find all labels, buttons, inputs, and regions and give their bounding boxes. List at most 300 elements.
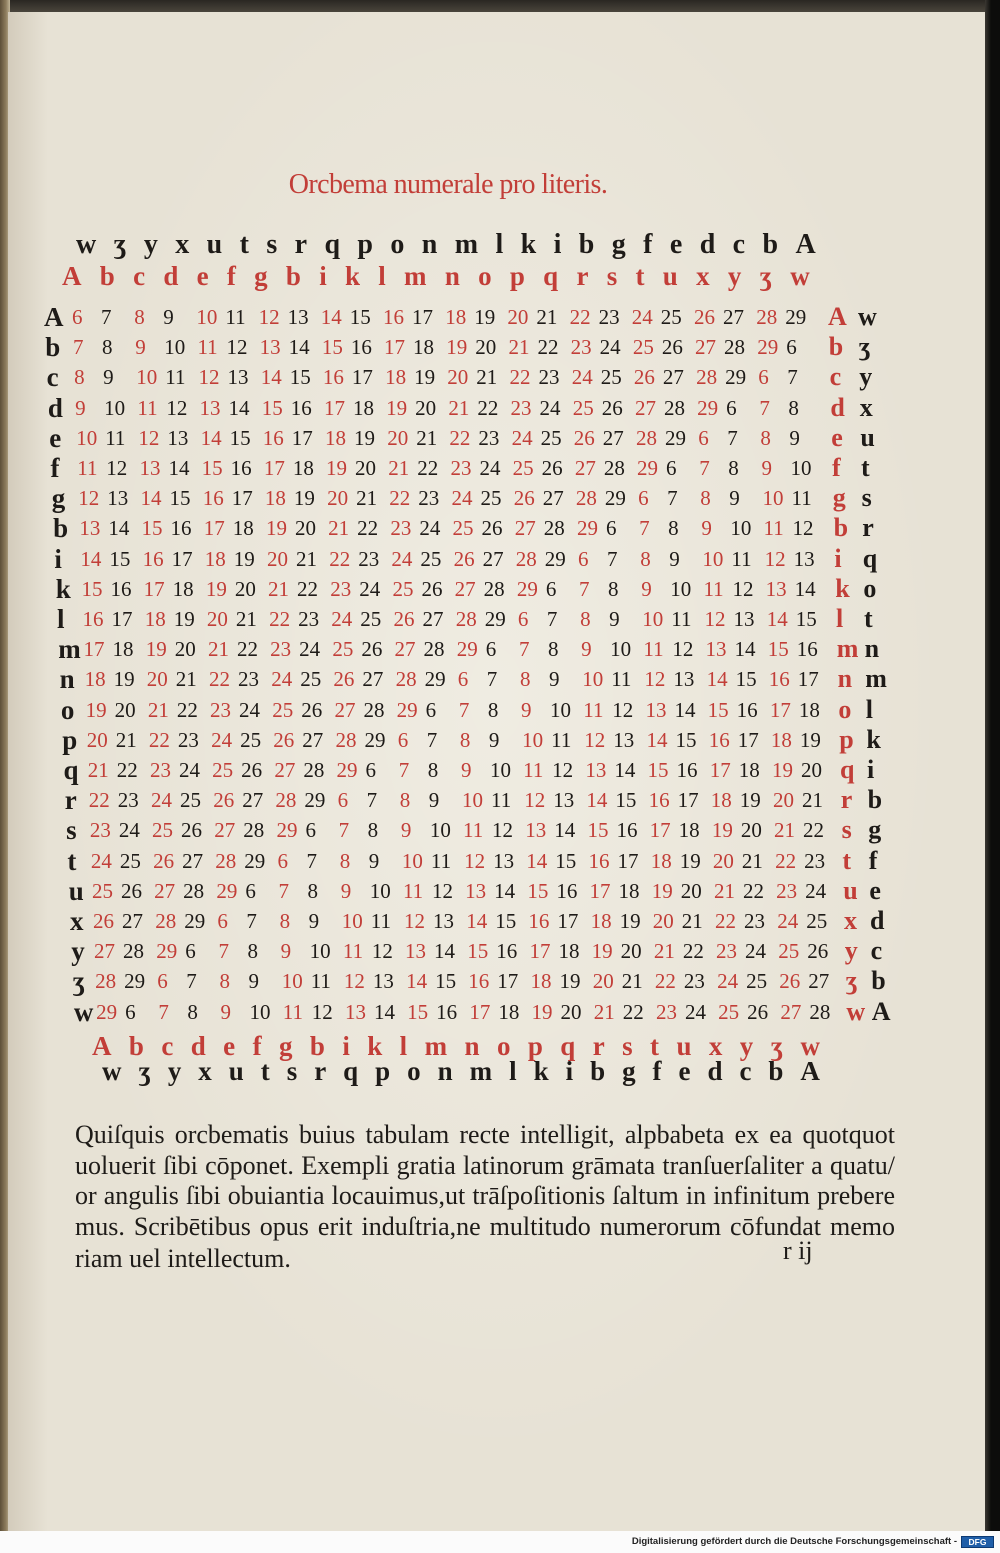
- table-number: 11: [763, 516, 784, 541]
- table-row: [0, 846, 985, 876]
- table-number: 17: [143, 576, 165, 601]
- table-number: 23: [776, 878, 798, 903]
- table-number: 25: [660, 305, 682, 329]
- table-number: 19: [326, 456, 348, 480]
- table-number: 21: [296, 546, 317, 571]
- table-number: 27: [634, 395, 656, 420]
- row-right-red-letter: t: [842, 845, 852, 875]
- table-number: 15: [707, 697, 729, 722]
- row-right-black-letter: x: [859, 392, 873, 422]
- table-number: 21: [476, 365, 498, 390]
- table-number: 13: [673, 667, 695, 692]
- table-number: 9: [669, 546, 680, 571]
- row-right-red-letter: q: [840, 755, 855, 784]
- table-number: 16: [262, 425, 284, 450]
- footer-letter: d: [190, 1031, 206, 1061]
- table-number: 22: [329, 546, 351, 571]
- table-number: 26: [694, 305, 715, 329]
- table-number: 17: [384, 335, 406, 360]
- table-number: 8: [728, 456, 739, 480]
- footer-letter: e: [223, 1031, 236, 1061]
- table-number: 20: [146, 667, 168, 692]
- table-number: 26: [361, 637, 383, 662]
- footer-letter: d: [707, 1056, 723, 1086]
- table-number: 22: [477, 395, 499, 420]
- table-number: 10: [670, 576, 692, 601]
- table-number: 22: [449, 425, 471, 450]
- table-number: 27: [214, 818, 236, 843]
- table-number: 22: [622, 999, 644, 1024]
- table-number: 27: [334, 697, 356, 722]
- table-number: 12: [792, 516, 814, 541]
- row-label-letter: A: [44, 302, 64, 332]
- table-number: 26: [181, 818, 203, 843]
- table-row: [0, 936, 985, 966]
- table-number: 19: [559, 969, 581, 994]
- table-number: 20: [86, 727, 108, 752]
- table-number: 11: [137, 395, 158, 420]
- table-number: 24: [777, 909, 799, 933]
- table-number: 9: [549, 667, 560, 692]
- table-number: 11: [430, 848, 452, 873]
- table-number: 24: [539, 395, 561, 420]
- table-number: 13: [167, 425, 189, 450]
- table-row: [0, 302, 985, 332]
- table-number: 28: [724, 335, 746, 360]
- row-label-letter: l: [57, 604, 65, 634]
- table-number: 28: [243, 818, 265, 843]
- table-number: 16: [528, 909, 550, 933]
- table-number: 7: [518, 637, 530, 662]
- table-number: 15: [527, 878, 549, 903]
- table-number: 17: [497, 969, 519, 994]
- header-row-reversed-alphabet: [76, 228, 816, 262]
- table-row: [0, 785, 985, 815]
- table-number: 6: [305, 818, 316, 843]
- row-right-red-letter: i: [834, 543, 842, 573]
- row-label-letter: w: [73, 996, 94, 1027]
- table-number: 24: [359, 576, 381, 601]
- table-number: 20: [652, 909, 674, 933]
- table-number: 19: [711, 818, 733, 843]
- table-number: 21: [593, 999, 615, 1024]
- table-number: 26: [333, 667, 355, 692]
- table-number: 18: [530, 969, 552, 994]
- row-right-black-letter: r: [862, 513, 874, 543]
- table-row: [0, 574, 985, 604]
- table-number: 26: [661, 335, 683, 360]
- table-number: 21: [802, 788, 823, 813]
- table-number: 27: [602, 425, 624, 450]
- table-number: 24: [419, 516, 441, 541]
- table-number: 19: [619, 909, 641, 933]
- table-number: 18: [798, 697, 820, 722]
- table-number: 27: [182, 848, 204, 873]
- table-number: 12: [704, 607, 726, 631]
- table-number: 29: [604, 486, 626, 511]
- table-number: 7: [218, 939, 229, 964]
- footer-letter: m: [424, 1031, 448, 1061]
- table-number: 21: [388, 456, 410, 480]
- header-letter: q: [543, 261, 559, 291]
- table-number: 20: [294, 516, 316, 541]
- table-number: 10: [610, 637, 632, 662]
- footer-letter: y: [739, 1031, 754, 1061]
- table-number: 17: [769, 697, 791, 722]
- row-right-black-letter: ʒ: [858, 332, 871, 362]
- table-number: 9: [460, 758, 472, 782]
- footer-letter: u: [676, 1031, 692, 1061]
- footer-letter: m: [469, 1056, 493, 1086]
- table-number: 15: [229, 425, 251, 450]
- table-row: [0, 997, 985, 1027]
- table-number: 14: [586, 788, 608, 813]
- table-number: 6: [517, 607, 529, 631]
- table-number: 29: [276, 818, 298, 843]
- table-number: 23: [298, 607, 320, 631]
- row-right-red-letter: u: [843, 875, 858, 905]
- table-number: 10: [164, 335, 186, 360]
- table-number: 12: [584, 727, 606, 752]
- footer-letter: n: [464, 1031, 480, 1061]
- table-number: 17: [412, 305, 433, 329]
- table-number: 7: [607, 546, 618, 571]
- footer-letter: w: [800, 1031, 820, 1061]
- table-number: 8: [788, 395, 799, 420]
- table-number: 27: [154, 878, 176, 903]
- footer-letter: s: [622, 1031, 633, 1061]
- table-number: 17: [171, 546, 193, 571]
- table-number: 14: [614, 758, 636, 782]
- footer-letter: g: [622, 1056, 636, 1086]
- table-number: 22: [569, 305, 591, 329]
- table-row: [0, 393, 985, 423]
- row-label-letter: d: [47, 392, 63, 423]
- table-number: 23: [390, 516, 412, 541]
- row-label-letter: k: [55, 573, 71, 604]
- table-number: 22: [537, 335, 559, 360]
- table-number: 29: [757, 335, 779, 360]
- row-right-red-letter: c: [829, 362, 842, 392]
- table-number: 23: [655, 999, 677, 1024]
- table-number: 24: [178, 758, 200, 782]
- table-number: 11: [370, 909, 392, 933]
- table-number: 7: [158, 999, 169, 1024]
- table-number: 18: [738, 758, 760, 782]
- table-number: 20: [620, 939, 642, 964]
- table-number: 14: [260, 365, 282, 390]
- table-number: 8: [74, 365, 85, 390]
- table-number: 15: [435, 969, 457, 994]
- table-number: 14: [434, 939, 456, 964]
- table-number: 27: [574, 456, 596, 480]
- table-number: 21: [87, 758, 109, 782]
- table-number: 23: [270, 637, 292, 662]
- table-number: 24: [599, 335, 621, 360]
- table-number: 7: [546, 607, 558, 631]
- table-number: 27: [362, 667, 384, 692]
- table-number: 13: [259, 335, 281, 360]
- table-number: 14: [168, 456, 190, 480]
- table-number: 29: [516, 576, 538, 601]
- table-number: 27: [808, 969, 830, 994]
- row-right-black-letter: c: [870, 936, 883, 966]
- table-number: 6: [578, 546, 589, 571]
- table-number: 25: [480, 486, 502, 511]
- table-number: 18: [84, 667, 106, 692]
- table-number: 22: [803, 818, 825, 843]
- table-number: 10: [281, 969, 303, 994]
- table-number: 7: [579, 576, 590, 601]
- table-number: 8: [102, 335, 113, 360]
- table-number: 26: [573, 425, 595, 450]
- row-right-black-letter: f: [868, 845, 878, 875]
- footer-letter: f: [252, 1031, 262, 1061]
- row-label-letter: o: [60, 694, 75, 725]
- table-number: 9: [340, 878, 352, 903]
- table-number: 23: [330, 576, 352, 601]
- table-number: 20: [327, 486, 349, 511]
- table-number: 26: [213, 788, 235, 813]
- table-number: 15: [261, 395, 283, 420]
- table-number: 29: [456, 637, 478, 662]
- row-right-black-letter: n: [864, 634, 880, 664]
- table-number: 12: [311, 999, 333, 1024]
- table-number: 16: [708, 727, 730, 752]
- scan-credit-bar: [0, 1531, 1000, 1553]
- table-number: 18: [172, 576, 194, 601]
- table-row: [0, 695, 985, 725]
- footer-letter: r: [314, 1056, 327, 1086]
- header-letter: A: [795, 229, 816, 260]
- table-number: 8: [399, 788, 411, 813]
- table-number: 29: [364, 727, 386, 752]
- table-number: 15: [555, 848, 577, 873]
- table-number: 23: [744, 909, 765, 933]
- footer-letter: A: [800, 1056, 820, 1086]
- table-number: 7: [458, 697, 470, 722]
- table-number: 29: [697, 395, 719, 420]
- table-number: 21: [235, 607, 257, 631]
- row-right-black-letter: o: [863, 573, 877, 603]
- table-number: 17: [291, 425, 313, 450]
- table-number: 10: [462, 788, 483, 813]
- table-number: 21: [356, 486, 378, 511]
- table-number: 10: [762, 486, 784, 511]
- table-number: 23: [238, 667, 259, 692]
- table-number: 24: [151, 788, 172, 813]
- row-label-letter: t: [67, 845, 77, 876]
- table-number: 25: [212, 758, 234, 782]
- footer-letter: r: [592, 1031, 605, 1061]
- table-number: 11: [583, 697, 604, 722]
- table-number: 13: [433, 909, 454, 933]
- table-number: 26: [421, 576, 443, 601]
- table-number: 8: [307, 878, 319, 903]
- table-number: 6: [277, 848, 288, 873]
- table-number: 12: [78, 486, 100, 511]
- footer-letter: o: [407, 1056, 421, 1086]
- table-number: 11: [731, 546, 752, 571]
- table-number: 18: [678, 818, 700, 843]
- table-row: [0, 906, 985, 936]
- table-number: 26: [153, 848, 175, 873]
- table-number: 14: [674, 697, 696, 722]
- row-right-red-letter: e: [831, 422, 843, 452]
- row-label-letter: b: [53, 513, 69, 544]
- table-number: 19: [354, 425, 375, 450]
- table-number: 10: [642, 607, 664, 631]
- table-row: [0, 664, 985, 694]
- row-label-letter: g: [51, 483, 66, 514]
- table-number: 7: [639, 516, 650, 541]
- header-letter: e: [196, 261, 209, 291]
- table-number: 28: [395, 667, 417, 692]
- table-number: 16: [616, 818, 638, 843]
- table-number: 27: [422, 607, 444, 631]
- table-number: 27: [723, 305, 744, 329]
- table-number: 12: [524, 788, 546, 813]
- table-number: 19: [739, 788, 761, 813]
- table-number: 24: [299, 637, 321, 662]
- table-number: 10: [429, 818, 451, 843]
- footer-letter: x: [708, 1031, 723, 1061]
- table-number: 20: [592, 969, 614, 994]
- table-number: 9: [729, 486, 740, 511]
- table-number: 22: [209, 667, 230, 692]
- table-number: 25: [180, 788, 201, 813]
- table-number: 19: [293, 486, 315, 511]
- footer-letter: q: [560, 1031, 576, 1061]
- header-letter: q: [324, 229, 341, 260]
- table-number: 28: [275, 788, 297, 813]
- table-number: 7: [246, 909, 257, 933]
- header-letter: w: [76, 229, 97, 260]
- table-number: 11: [310, 969, 331, 994]
- header-letter: d: [163, 261, 179, 291]
- header-letter: o: [478, 261, 492, 291]
- table-number: 16: [322, 365, 344, 390]
- table-number: 17: [589, 878, 611, 903]
- table-number: 16: [436, 999, 458, 1024]
- table-number: 25: [572, 395, 594, 420]
- table-number: 10: [730, 516, 752, 541]
- table-number: 20: [800, 758, 822, 782]
- table-number: 20: [267, 546, 288, 571]
- table-number: 25: [600, 365, 622, 390]
- table-number: 20: [174, 637, 196, 662]
- table-number: 9: [280, 939, 292, 964]
- footer-letter: A: [92, 1031, 112, 1061]
- table-number: 24: [239, 697, 261, 722]
- dfg-logo: DFG: [961, 1536, 994, 1548]
- table-number: 17: [617, 848, 639, 873]
- table-number: 8: [459, 727, 471, 752]
- table-number: 21: [416, 425, 438, 450]
- table-number: 11: [671, 607, 692, 631]
- row-right-red-letter: m: [836, 634, 859, 664]
- table-number: 22: [297, 576, 319, 601]
- table-number: 8: [339, 848, 351, 873]
- table-number: 15: [169, 486, 191, 511]
- table-number: 9: [220, 999, 232, 1024]
- table-number: 16: [350, 335, 372, 360]
- table-number: 13: [525, 818, 547, 843]
- scan-credit-text: Digitalisierung gefördert durch die Deutsche Forschungsgemeinschaft -: [631, 1536, 957, 1547]
- table-number: 13: [344, 999, 366, 1024]
- table-number: 8: [760, 425, 771, 450]
- table-number: 15: [141, 516, 163, 541]
- table-number: 9: [75, 395, 86, 420]
- header-letter: c: [133, 261, 146, 291]
- table-number: 24: [745, 939, 767, 964]
- table-row: [0, 966, 985, 996]
- table-number: 18: [352, 395, 374, 420]
- table-row: [0, 815, 985, 845]
- table-number: 12: [612, 697, 634, 722]
- row-right-red-letter: y: [844, 936, 858, 966]
- table-number: 20: [415, 395, 437, 420]
- table-number: 10: [582, 667, 604, 692]
- table-number: 22: [742, 878, 764, 903]
- table-number: 18: [232, 516, 254, 541]
- table-number: 13: [372, 969, 394, 994]
- table-number: 21: [268, 576, 290, 601]
- table-number: 10: [136, 365, 158, 390]
- table-number: 21: [741, 848, 763, 873]
- table-number: 9: [135, 335, 146, 360]
- table-number: 15: [467, 939, 489, 964]
- table-number: 8: [700, 486, 711, 511]
- table-number: 8: [520, 667, 531, 692]
- row-right-red-letter: p: [839, 724, 854, 754]
- table-number: 28: [663, 395, 685, 420]
- table-number: 6: [245, 878, 256, 903]
- table-number: 29: [637, 456, 659, 480]
- table-number: 7: [278, 878, 290, 903]
- footer-letter: n: [437, 1056, 453, 1086]
- row-right-black-letter: e: [869, 875, 881, 905]
- table-number: 20: [355, 456, 377, 480]
- table-number: 24: [90, 848, 112, 873]
- table-row: [0, 362, 985, 392]
- table-number: 11: [523, 758, 544, 782]
- row-right-black-letter: A: [871, 996, 891, 1026]
- footer-letter: o: [496, 1031, 511, 1061]
- table-number: 8: [367, 818, 379, 843]
- header-letter: y: [143, 229, 158, 260]
- header-letter: m: [404, 261, 427, 291]
- table-number: 22: [148, 727, 170, 752]
- footer-letter: i: [342, 1031, 350, 1061]
- table-number: 23: [804, 848, 826, 873]
- table-number: 6: [638, 486, 649, 511]
- table-number: 12: [644, 667, 666, 692]
- table-number: 15: [767, 637, 789, 662]
- table-number: 8: [668, 516, 679, 541]
- table-number: 17: [557, 909, 579, 933]
- header-letter: b: [762, 229, 779, 260]
- table-number: 6: [666, 456, 677, 480]
- table-number: 19: [591, 939, 613, 964]
- header-letter: p: [509, 261, 525, 291]
- table-number: 10: [702, 546, 724, 571]
- table-number: 22: [116, 758, 138, 782]
- table-number: 6: [457, 667, 469, 692]
- table-number: 14: [288, 335, 310, 360]
- footer-letter: b: [309, 1031, 325, 1061]
- table-number: 29: [96, 999, 118, 1024]
